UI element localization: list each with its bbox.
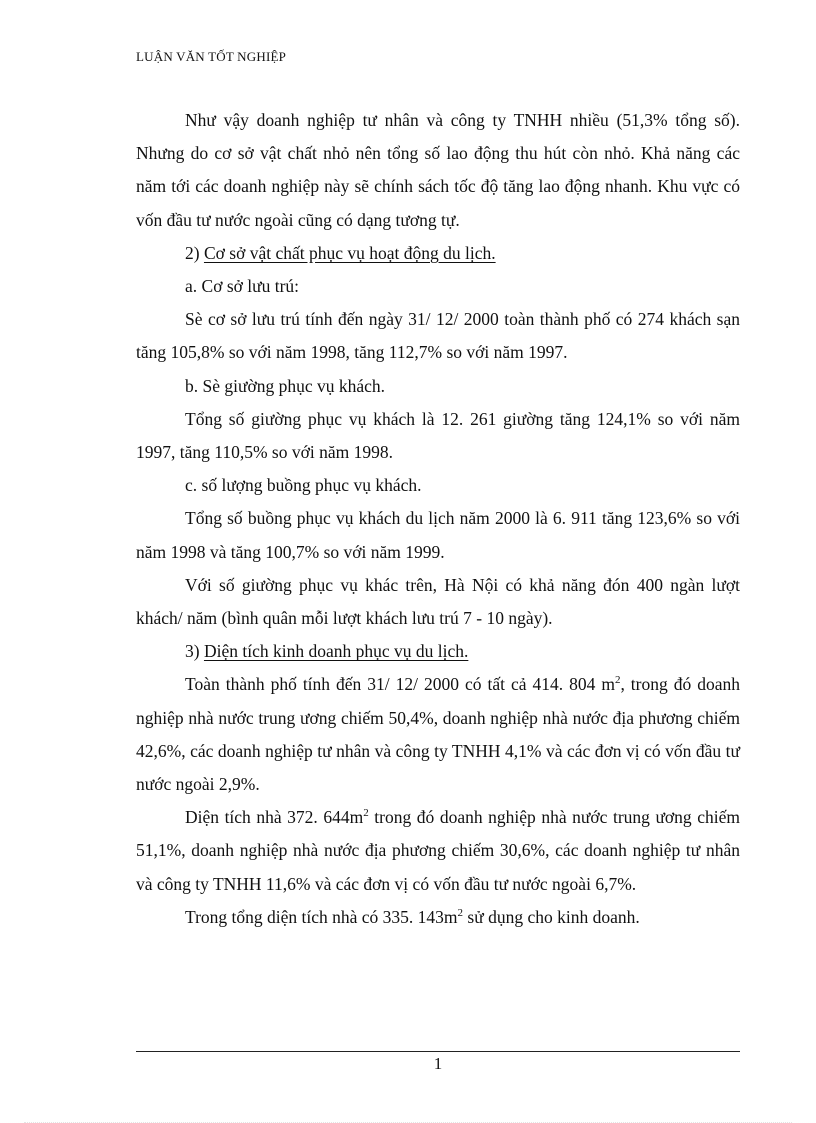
text-run: , trong đó doanh nghiệp nhà nước trung ương chiếm 50,4%, doanh nghiệp nhà nước địa phương chiếm 42,6%, các doanh nghiệp tư nhân và công ty TNHH 4,1% và các đơn vị có vốn đầu tư nước ngoài 2,9%. (136, 674, 740, 795)
section-number: 3) (185, 641, 200, 662)
section-number: 2) (185, 242, 200, 263)
text-run: Diện tích nhà 372. 644m (185, 807, 364, 828)
superscript: 2 (363, 807, 369, 820)
running-header: LUẬN VĂN TỐT NGHIỆP (136, 49, 287, 64)
paragraph-building-area (136, 801, 740, 901)
paragraph-rooms: Tổng số buồng phục vụ khách du lịch năm 2000 là 6. 911 tăng 123,6% so với năm 1998 và tăng 100,7% so với năm 1999. (136, 508, 740, 562)
text-run: sử dụng cho kinh doanh. (463, 906, 640, 927)
superscript: 2 (614, 674, 621, 687)
paragraph-beds: Tổng số giường phục vụ khách là 12. 261 giường tăng 124,1% so với năm 1997, tăng 110,5% so với năm 1998. (136, 408, 740, 463)
paragraph-intro: Như vậy doanh nghiệp tư nhân và công ty TNHH nhiều (51,3% tổng số). Nhưng do cơ sở vật chất nhỏ nên tổng số lao động thu hút còn nhỏ. Khả năng các năm tới các doanh nghiệp này sẽ chính sách tốc độ tăng lao động nhanh. Khu vực có vốn đầu tư nước ngoài cũng có dạng tương tự. (136, 110, 740, 230)
document-body (136, 104, 740, 934)
page-number: 1 (433, 1054, 443, 1073)
paragraph-business-area (136, 901, 740, 934)
section-title: Cơ sở vật chất phục vụ hoạt động du lịch. (203, 242, 496, 263)
text-run: Trong tổng diện tích nhà có 335. 143m (185, 906, 458, 927)
section-heading-3 (136, 635, 740, 668)
footer-divider (136, 1051, 740, 1052)
subheading-b: b. Sè giường phục vụ khách. (185, 375, 386, 396)
section-heading-2 (136, 237, 740, 270)
text-run: Toàn thành phố tính đến 31/ 12/ 2000 có tất cả 414. 804 m (185, 674, 615, 695)
superscript: 2 (457, 906, 464, 919)
subheading-c: c. số lượng buồng phục vụ khách. (185, 475, 422, 496)
section-title: Diện tích kinh doanh phục vụ du lịch. (203, 641, 469, 662)
paragraph-capacity: Với số giường phục vụ khác trên, Hà Nội có khả năng đón 400 ngàn lượt khách/ năm (bình quân mỗi lượt khách lưu trú 7 - 10 ngày). (136, 574, 740, 629)
subheading-a: a. Cơ sở lưu trú: (185, 276, 300, 297)
paragraph-accommodation: Sè cơ sở lưu trú tính đến ngày 31/ 12/ 2000 toàn thành phố có 274 khách sạn tăng 105,8% so với năm 1998, tăng 112,7% so với năm 1997. (136, 309, 740, 363)
paragraph-total-area (136, 668, 740, 801)
text-run: trong đó doanh nghiệp nhà nước trung ương chiếm 51,1%, doanh nghiệp nhà nước địa phương chiếm 30,6%, các doanh nghiệp tư nhân và công ty TNHH 11,6% và các đơn vị có vốn đầu tư nước ngoài 6,7%. (136, 807, 740, 894)
